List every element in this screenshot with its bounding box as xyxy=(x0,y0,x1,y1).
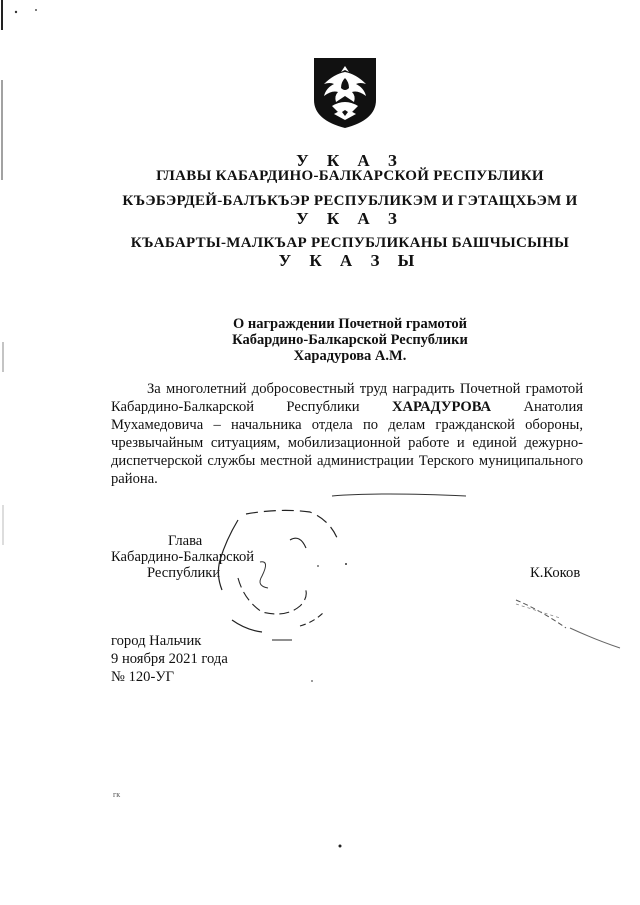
heading-authority-kabardian: КЪЭБЭРДЕЙ-БАЛЪКЪЭР РЕСПУБЛИКЭМ И ГЭТАЩХЬЭМ И xyxy=(122,193,578,209)
decree-number: № 120-УГ xyxy=(111,669,175,685)
awardee-surname: ХАРАДУРОВА xyxy=(391,399,492,415)
typist-initials: гк xyxy=(113,790,121,799)
signer-name: К.Коков xyxy=(530,565,581,581)
city-name: город Нальчик xyxy=(111,633,202,649)
place-date-block xyxy=(111,632,228,686)
signature-position-line-1: Глава xyxy=(168,533,203,549)
signature-position-line-2: Кабардино-Балкарской xyxy=(111,549,255,565)
decree-heading-1: У К А З xyxy=(296,151,404,170)
signature-position-line-3: Республики xyxy=(147,565,221,581)
heading-authority-balkar: КЪАБАРТЫ-МАЛКЪАР РЕСПУБЛИКАНЫ БАШЧЫСЫНЫ xyxy=(130,235,570,251)
title-line-3: Харадурова А.М. xyxy=(293,348,407,364)
heading-authority-russian: ГЛАВЫ КАБАРДИНО-БАЛКАРСКОЙ РЕСПУБЛИКИ xyxy=(156,168,544,184)
decree-date: 9 ноября 2021 года xyxy=(111,651,228,667)
decree-heading-2: У К А З xyxy=(296,209,404,228)
decree-heading-3: У К А З Ы xyxy=(278,251,422,270)
body-text-end: Анатолия Мухамедовича – начальника отдела по делам гражданской обороны, чрезвычайным ситуациям, мобилизационной работе и единой дежурно-диспетчерской службы местной администрации Терского муниципального района. xyxy=(111,399,583,487)
body-text-start: За многолетний добросовестный труд наградить Почетной грамотой Кабардино-Балкарской Республики xyxy=(111,381,583,415)
title-line-1: О награждении Почетной грамотой xyxy=(232,316,468,332)
title-line-2: Кабардино-Балкарской Республики xyxy=(232,332,468,348)
